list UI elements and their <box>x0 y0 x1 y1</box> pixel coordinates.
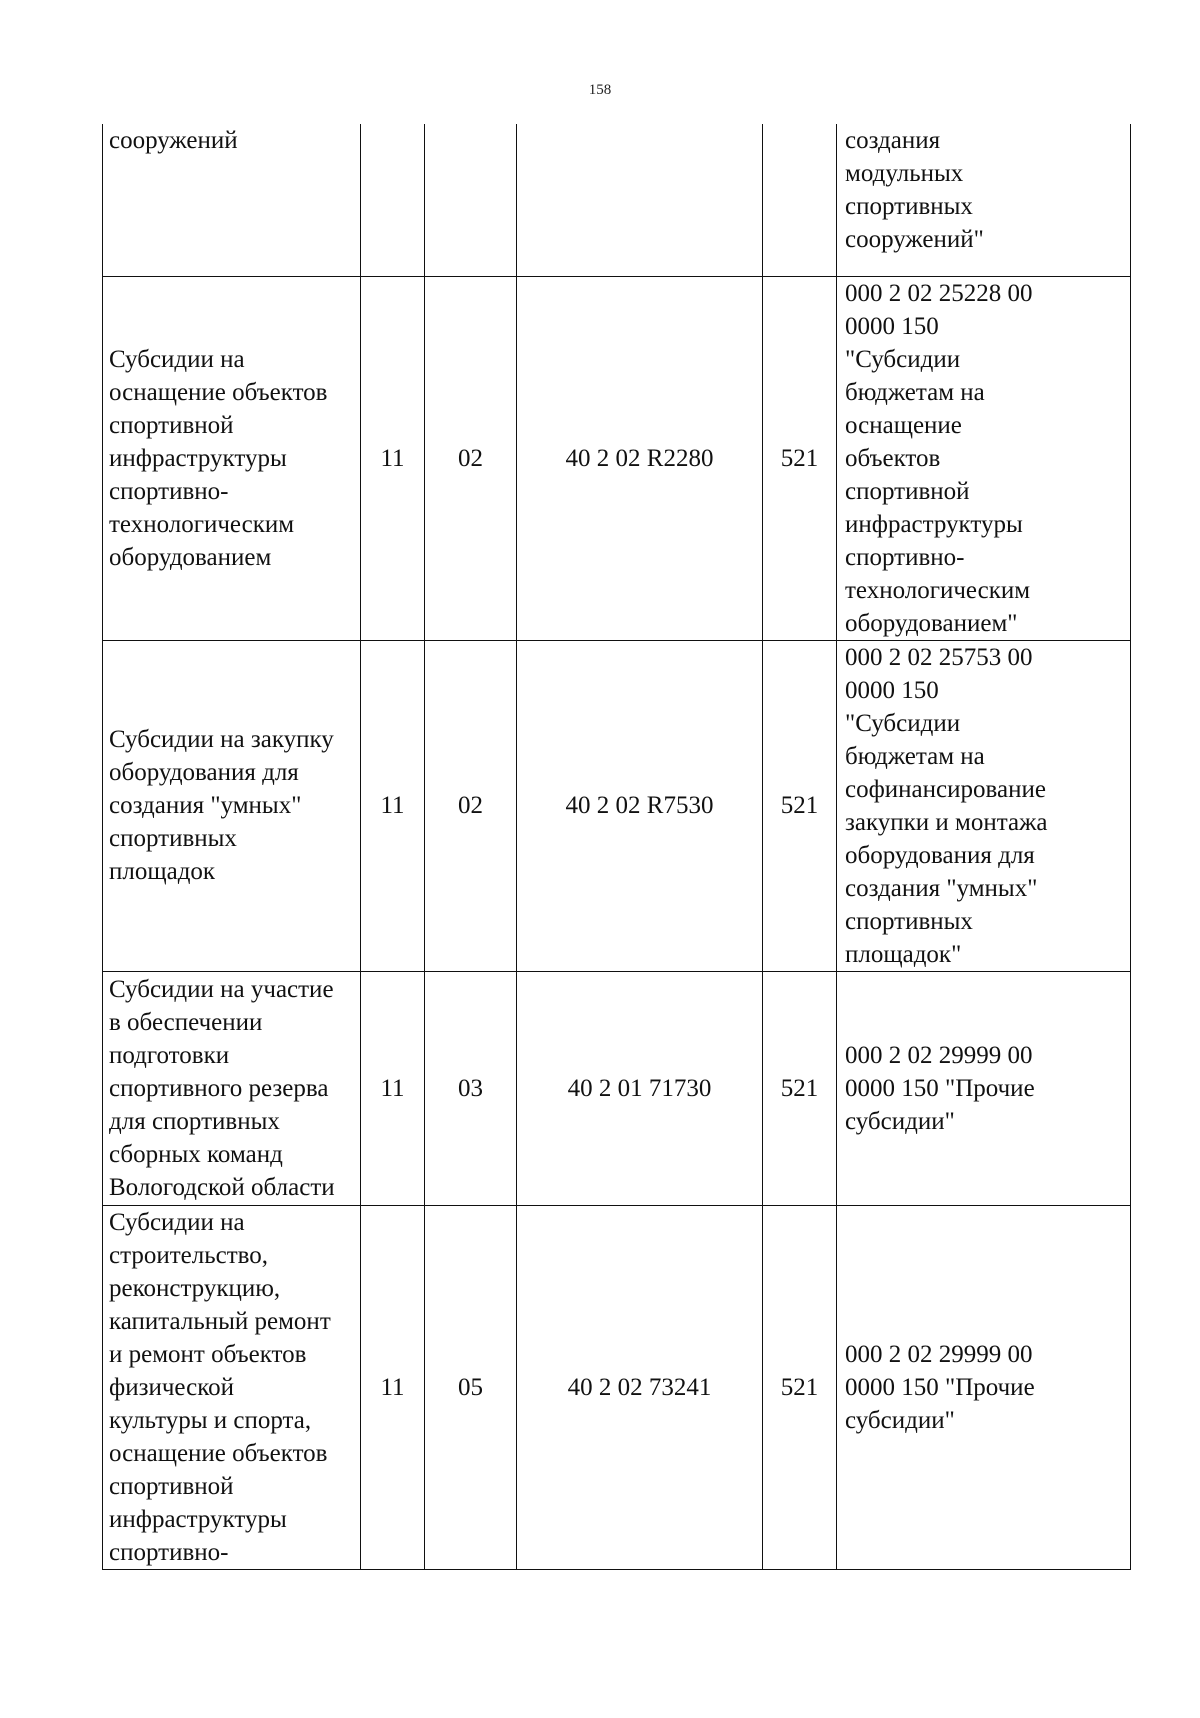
cell-subsection: 02 <box>425 640 517 971</box>
cell-section: 11 <box>361 640 425 971</box>
table-row <box>103 276 1131 640</box>
cell-expense-type: 521 <box>763 276 837 640</box>
cell-name: Субсидии на оснащение объектов спортивной инфраструктуры спортивно- технологическим оборудованием <box>103 276 361 640</box>
page-number: 158 <box>588 82 612 98</box>
cell-expense-type: 521 <box>763 640 837 971</box>
cell-expense-type: 521 <box>763 1205 837 1569</box>
table-row <box>103 124 1131 276</box>
budget-table <box>102 124 1131 1570</box>
cell-revenue-code: 000 2 02 25228 00 0000 150 "Субсидии бюджетам на оснащение объектов спортивной инфраструктуры спортивно- технологическим оборудованием" <box>837 276 1131 640</box>
table-row <box>103 971 1131 1205</box>
cell-section: 11 <box>361 276 425 640</box>
cell-subsection: 02 <box>425 276 517 640</box>
table-row <box>103 1205 1131 1569</box>
cell-revenue-code: создания модульных спортивных сооружений" <box>837 124 1131 276</box>
cell-target-article: 40 2 01 71730 <box>517 971 763 1205</box>
cell-name: Субсидии на участие в обеспечении подготовки спортивного резерва для спортивных сборных команд Вологодской области <box>103 971 361 1205</box>
cell-section: 11 <box>361 971 425 1205</box>
cell-expense-type: 521 <box>763 971 837 1205</box>
cell-subsection: 05 <box>425 1205 517 1569</box>
cell-revenue-code: 000 2 02 25753 00 0000 150 "Субсидии бюджетам на софинансирование закупки и монтажа оборудования для создания "умных" спортивных площадок" <box>837 640 1131 971</box>
cell-name: Субсидии на строительство, реконструкцию, капитальный ремонт и ремонт объектов физической культуры и спорта, оснащение объектов спортивной инфраструктуры спортивно- <box>103 1205 361 1569</box>
cell-target-article: 40 2 02 R7530 <box>517 640 763 971</box>
cell-revenue-code: 000 2 02 29999 00 0000 150 "Прочие субсидии" <box>837 971 1131 1205</box>
cell-revenue-code: 000 2 02 29999 00 0000 150 "Прочие субсидии" <box>837 1205 1131 1569</box>
cell-target-article: 40 2 02 R2280 <box>517 276 763 640</box>
cell-name: сооружений <box>103 124 361 276</box>
cell-section: 11 <box>361 1205 425 1569</box>
cell-target-article: 40 2 02 73241 <box>517 1205 763 1569</box>
cell-subsection <box>425 124 517 276</box>
cell-expense-type <box>763 124 837 276</box>
table-row <box>103 640 1131 971</box>
cell-name: Субсидии на закупку оборудования для создания "умных" спортивных площадок <box>103 640 361 971</box>
cell-target-article <box>517 124 763 276</box>
cell-subsection: 03 <box>425 971 517 1205</box>
cell-section <box>361 124 425 276</box>
